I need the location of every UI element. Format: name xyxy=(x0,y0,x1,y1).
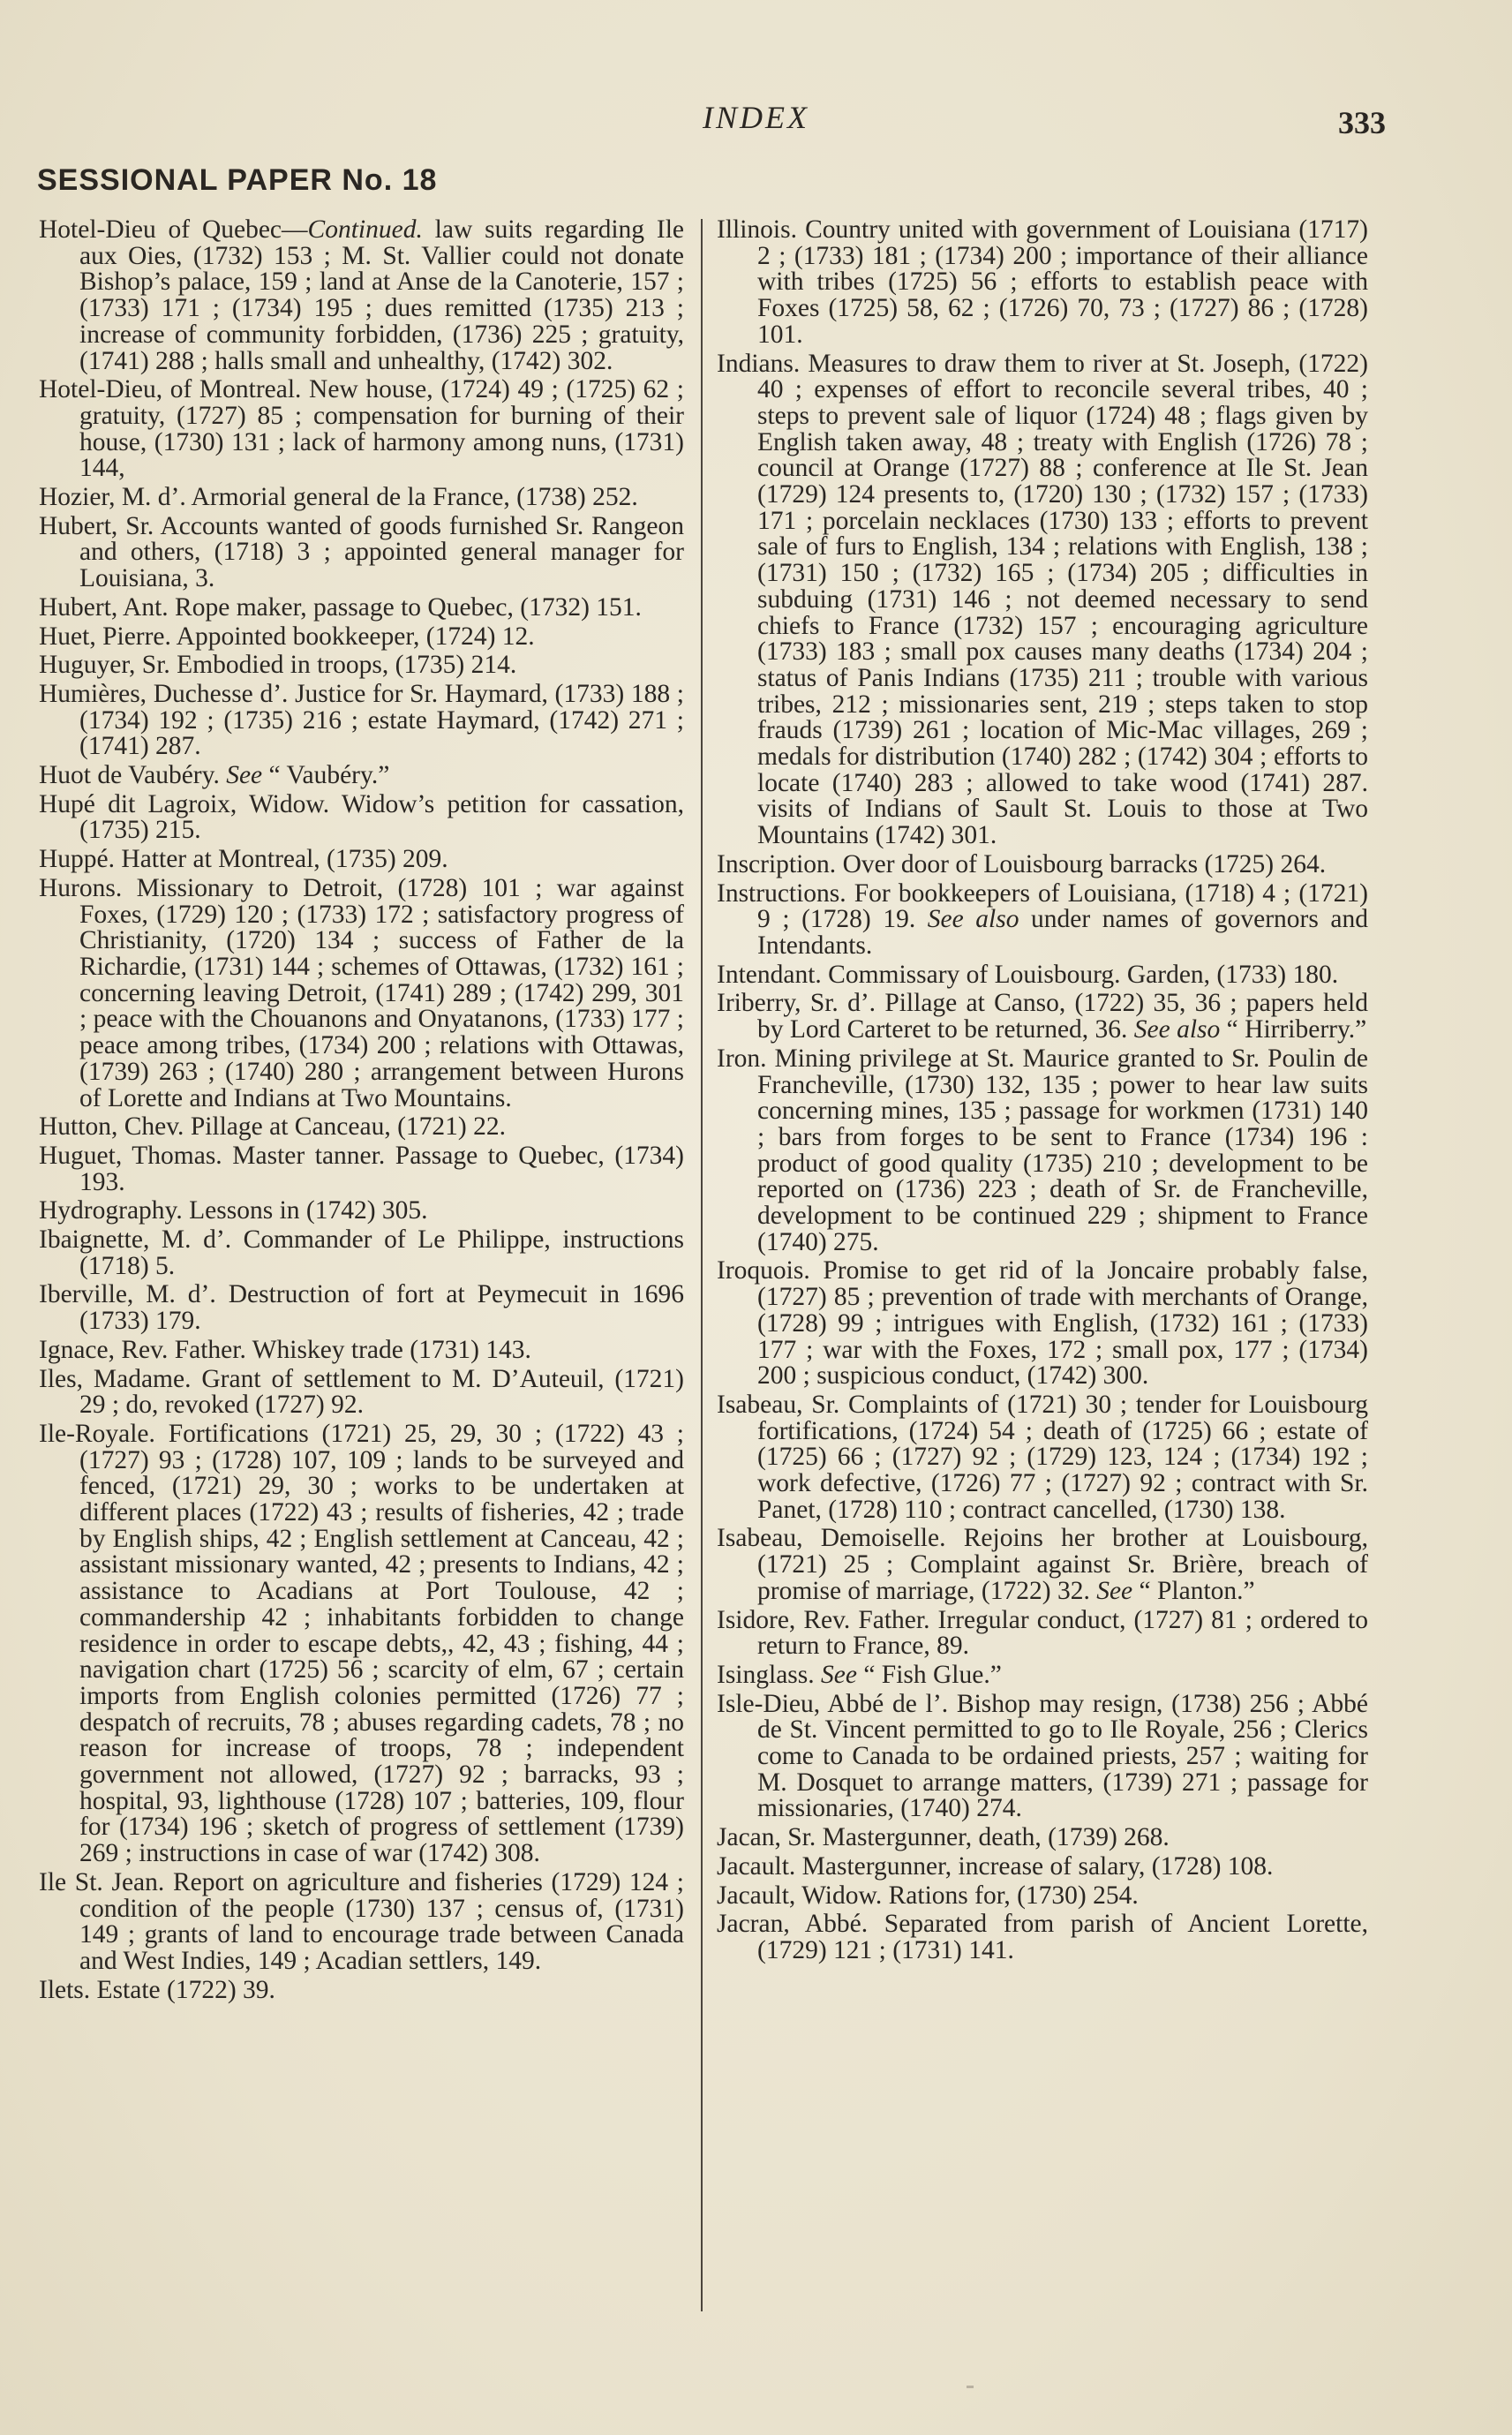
index-entry xyxy=(39,1198,684,1225)
index-entry xyxy=(39,217,684,374)
index-entry xyxy=(39,1364,684,1420)
entry-heading: Hotel-Dieu of Quebec— xyxy=(39,215,308,244)
entry-text: Mining privilege at St. Maurice granted to Sr. Poulin de Francheville, (1730) 132, 135 ; power to hear law suits concerning mines, 135 ; passage for workmen (1731) 140 ; bars from forges to be sent to France (1734) 196 : product of good quality (1735) 210 ; development to be reported on (1736) 223 ; death of Sr. de Francheville, development to be continued 229 ; shipment to France (1740) 275. xyxy=(757,1044,1368,1256)
entry-heading: Ile-Royale. xyxy=(39,1419,155,1448)
entry-heading: Inscription. xyxy=(717,849,837,878)
entry-text: Grant of settlement to M. D’Auteuil, (1721) 29 ; do, revoked (1727) 92. xyxy=(79,1364,684,1420)
entry-heading: Hubert, Ant. xyxy=(39,592,169,622)
index-entry xyxy=(717,217,1368,349)
entry-text: Hatter at Montreal, (1735) 209. xyxy=(115,845,448,874)
index-entry xyxy=(39,592,684,622)
entry-text: Widow’s petition for cassation, (1735) 215. xyxy=(79,789,685,845)
entry-heading: Jacan, Sr. xyxy=(717,1823,816,1852)
entry-text: Mastergunner, increase of salary, (1728) 108. xyxy=(795,1851,1274,1881)
entry-heading: Jacault, Widow. xyxy=(717,1881,883,1910)
index-entry xyxy=(717,1605,1368,1661)
index-entry xyxy=(717,1258,1368,1390)
index-entry xyxy=(717,1825,1368,1851)
index-entry xyxy=(717,962,1368,989)
index-entry xyxy=(717,1526,1368,1604)
entry-text: Lessons in (1742) 305. xyxy=(182,1196,428,1225)
entry-text: Report on agriculture and fisheries (1729) 124 ; condition of the people (1730) 137 ; census of, (1731) 149 ; grants of land to encourage trade between Canada and West Indies, 149 ; Acadian settlers, 149. xyxy=(79,1867,684,1975)
entry-heading: Hubert, Sr. xyxy=(39,511,154,540)
index-entry xyxy=(39,485,684,511)
entry-heading: Isabeau, Demoiselle. xyxy=(717,1524,946,1553)
column-divider xyxy=(701,219,703,2311)
entry-text: “ Fish Glue.” xyxy=(856,1660,1002,1689)
index-entry xyxy=(39,511,684,593)
entry-heading: Hutton, Chev. xyxy=(39,1112,184,1142)
entry-heading: Isle-Dieu, Abbé de l’. xyxy=(717,1689,949,1718)
index-entry xyxy=(39,789,685,845)
entry-text: under names of governors and Intendants. xyxy=(757,905,1369,960)
entry-heading: Intendant. xyxy=(717,960,822,989)
entry-heading: Huguet, Thomas. xyxy=(39,1141,222,1170)
entry-heading: Isabeau, Sr. xyxy=(717,1390,840,1419)
entry-text: Mastergunner, death, (1739) 268. xyxy=(816,1823,1170,1852)
entry-text: Accounts wanted of goods furnished Sr. Rangeon and others, (1718) 3 ; appointed general manager for Louisiana, 3. xyxy=(79,511,684,593)
index-entry xyxy=(39,1143,684,1195)
entry-italic-note: See xyxy=(814,1660,857,1689)
entry-heading: Instructions. xyxy=(717,878,846,908)
entry-text: Complaints of (1721) 30 ; tender for Louisbourg fortifications, (1724) 54 ; death of (1725) 66 ; estate of (1725) 66 ; (1727) 92 ; (1729) 123, 124 ; (1734) 192 ; work defective, (1726) 77 ; (1727) 92 ; contract with Sr. Panet, (1728) 110 ; contract cancelled, (1730) 138. xyxy=(757,1390,1368,1524)
entry-text: Rope maker, passage to Quebec, (1732) 151. xyxy=(168,592,642,622)
index-entry xyxy=(717,1883,1368,1910)
entry-heading: Indians. xyxy=(717,349,801,378)
index-entry xyxy=(717,1392,1368,1524)
entry-text: Master tanner. Passage to Quebec, (1734) 193. xyxy=(79,1141,684,1196)
index-entry xyxy=(39,377,684,482)
entry-italic-note: Continued. xyxy=(307,215,423,244)
index-entry xyxy=(717,849,1368,878)
entry-heading: Isidore, Rev. Father. xyxy=(717,1605,930,1634)
entry-heading: Isinglass. xyxy=(717,1660,815,1689)
entry-italic-note: See also xyxy=(915,905,1019,934)
entry-text: Armorial general de la France, (1738) 252. xyxy=(185,483,638,512)
index-entry xyxy=(39,624,684,651)
index-entry xyxy=(39,1975,684,2004)
entry-heading: Hotel-Dieu, of Montreal. xyxy=(39,375,302,404)
entry-heading: Iriberry, Sr. d’. xyxy=(717,989,876,1018)
index-entry xyxy=(39,652,684,679)
entry-text: Rations for, (1730) 254. xyxy=(882,1881,1139,1910)
index-entry xyxy=(717,351,1368,849)
entry-text: New house, (1724) 49 ; (1725) 62 ; gratuity, (1727) 85 ; compensation for burning of their house, (1730) 131 ; lack of harmony among nuns, (1731) 144, xyxy=(79,375,684,483)
entry-heading: Huguyer, Sr. xyxy=(39,651,170,680)
page-number: 333 xyxy=(1338,105,1386,140)
entry-text: Commander of Le Philippe, instructions (1718) 5. xyxy=(79,1225,684,1280)
index-entry xyxy=(39,873,684,1112)
entry-heading: Iles, Madame. xyxy=(39,1364,192,1393)
entry-heading: Jacault. xyxy=(717,1851,796,1881)
entry-text: law suits regarding Ile aux Oies, (1732) 153 ; M. St. Vallier could not donate Bishop’s palace, 159 ; land at Anse de la Canoterie, 157 ; (1733) 171 ; (1734) 195 ; dues remitted (1735) 213 ; increase of community forbidden, (1736) 225 ; gratuity, (1741) 288 ; halls small and unhealthy, (1742) 302. xyxy=(79,215,684,375)
entry-heading: Ibaignette, M. d’. xyxy=(39,1225,232,1255)
index-entry xyxy=(717,991,1368,1043)
entry-heading: Huot de Vaubéry. xyxy=(39,761,220,790)
entry-text: Pillage at Canso, (1722) 35, 36 ; papers held by Lord Carteret to be returned, 36. xyxy=(757,989,1368,1044)
entry-text: “ Vaubéry.” xyxy=(262,761,390,790)
entry-heading: Iron. xyxy=(717,1044,767,1073)
entry-heading: Hurons. xyxy=(39,873,123,902)
entry-text: Pillage at Canceau, (1721) 22. xyxy=(184,1112,506,1142)
sessional-paper-heading: SESSIONAL PAPER No. 18 xyxy=(37,163,438,197)
index-entry xyxy=(39,1114,684,1141)
entry-text: Country united with government of Louisiana (1717) 2 ; (1733) 181 ; (1734) 200 ; importance of their alliance with tribes (1725) 56 ; efforts to establish peace with Foxes (1725) 58, 62 ; (1726) 70, 73 ; (1727) 86 ; (1728) 101. xyxy=(757,215,1368,349)
index-entry xyxy=(39,1421,684,1867)
entry-text: For bookkeepers of Louisiana, (1718) 4 ; (1721) 9 ; (1728) 19. xyxy=(757,878,1368,934)
ink-smudge xyxy=(967,2386,974,2388)
entry-text: Promise to get rid of la Joncaire probably false, (1727) 85 ; prevention of trade with merchants of Orange, (1728) 99 ; intrigues with English, (1732) 161 ; (1733) 177 ; war with the Foxes, 172 ; small pox, 177 ; (1734) 200 ; suspicious conduct, (1742) 300. xyxy=(757,1256,1368,1391)
index-entry xyxy=(717,878,1369,960)
entry-heading: Ile St. Jean. xyxy=(39,1867,165,1896)
entry-text: Justice for Sr. Haymard, (1733) 188 ; (1734) 192 ; (1735) 216 ; estate Haymard, (1742) 271 ; (1741) 287. xyxy=(79,679,684,761)
entry-heading: Iroquois. xyxy=(717,1256,810,1285)
entry-text: “ Planton.” xyxy=(1132,1576,1255,1605)
entry-heading: Hozier, M. d’. xyxy=(39,483,186,512)
index-entry xyxy=(717,1911,1368,1964)
entry-heading: Hydrography. xyxy=(39,1196,183,1225)
index-entry xyxy=(39,1227,684,1279)
index-entry xyxy=(717,1046,1368,1256)
entry-text: Missionary to Detroit, (1728) 101 ; war against Foxes, (1729) 120 ; (1733) 172 ; satisfactory progress of Christianity, (1720) 134 ; success of Father de la Richardie, (1731) 144 ; schemes of Ottawas, (1732) 161 ; concerning leaving Detroit, (1741) 289 ; (1742) 299, 301 ; peace with the Chouanons and Onyatanons, (1733) 177 ; peace among tribes, (1734) 200 ; relations with Ottawas, (1739) 263 ; (1740) 280 ; arrangement between Hurons of Lorette and Indians at Two Mountains. xyxy=(79,873,684,1112)
entry-heading: Ignace, Rev. Father. xyxy=(39,1335,246,1364)
entry-text: Commissary of Louisbourg. Garden, (1733) 180. xyxy=(821,960,1339,989)
index-entry xyxy=(39,847,684,873)
entry-text: Rejoins her brother at Louisbourg, (1721) 25 ; Complaint against Sr. Brière, breach of promise of marriage, (1722) 32. xyxy=(757,1524,1368,1605)
entry-text: Estate (1722) 39. xyxy=(90,1975,275,2004)
entry-text: Irregular conduct, (1727) 81 ; ordered to return to France, 89. xyxy=(757,1605,1368,1661)
entry-text: Destruction of fort at Peymecuit in 1696 (1733) 179. xyxy=(79,1280,684,1336)
index-entry xyxy=(717,1851,1368,1881)
entry-heading: Iberville, M. d’. xyxy=(39,1280,216,1309)
entry-text: Bishop may resign, (1738) 256 ; Abbé de St. Vincent permitted to go to Ile Royale, 256 ; Clerics come to Canada to be ordained priests, 257 ; waiting for M. Dosquet to arrange matters, (1739) 271 ; passage for missionaries, (1740) 274. xyxy=(757,1689,1368,1823)
index-entry xyxy=(717,1662,1368,1689)
entry-text: Over door of Louisbourg barracks (1725) 264. xyxy=(836,849,1327,878)
index-entry xyxy=(39,1282,684,1334)
entry-text: Fortifications (1721) 25, 29, 30 ; (1722) 43 ; (1727) 93 ; (1728) 107, 109 ; lands to be surveyed and fenced, (1721) 29, 30 ; works to be undertaken at different places (1722) 43 ; results of fisheries, 42 ; trade by English ships, 42 ; English settlement at Canceau, 42 ; assistant missionary wanted, 42 ; presents to Indians, 42 ; assistance to Acadians at Port Toulouse, 42 ; commandership 42 ; inhabitants forbidden to change residence in order to escape debts,, 42, 43 ; fishing, 44 ; navigation chart (1725) 56 ; scarcity of elm, 67 ; certain imports from English colonies permitted (1726) 77 ; despatch of recruits, 78 ; abuses regarding cadets, 78 ; no reason for increase of troops, 78 ; independent government not allowed, (1727) 92 ; barracks, 93 ; hospital, 93, lighthouse (1728) 107 ; batteries, 109, flour for (1734) 196 ; sketch of progress of settlement (1739) 269 ; instructions in case of war (1742) 308. xyxy=(79,1419,684,1868)
entry-heading: Illinois. xyxy=(717,215,797,244)
entry-text: “ Hirriberry.” xyxy=(1220,1015,1367,1044)
entry-italic-note: See xyxy=(219,761,263,790)
index-column-left xyxy=(39,217,684,2006)
index-entry xyxy=(39,1867,684,1975)
index-entry xyxy=(39,679,684,761)
entry-text: Embodied in troops, (1735) 214. xyxy=(169,651,517,680)
entry-heading: Huppé. xyxy=(39,845,116,874)
entry-text: Appointed bookkeeper, (1724) 12. xyxy=(170,622,535,651)
entry-text: Separated from parish of Ancient Lorette, (1729) 121 ; (1731) 141. xyxy=(757,1910,1368,1964)
running-head: INDEX xyxy=(703,100,809,135)
entry-text: Whiskey trade (1731) 143. xyxy=(245,1335,531,1364)
index-column-right xyxy=(717,217,1368,1967)
index-entry xyxy=(717,1689,1368,1823)
entry-text: Measures to draw them to river at St. Joseph, (1722) 40 ; expenses of effort to reconcile several tribes, 40 ; steps to prevent sale of liquor (1724) 48 ; flags given by English taken away, 48 ; treaty with English (1726) 78 ; council at Orange (1727) 88 ; conference at Ile St. Jean (1729) 124 presents to, (1720) 130 ; (1732) 157 ; (1733) 171 ; porcelain necklaces (1730) 133 ; efforts to prevent sale of furs to English, 134 ; relations with English, 138 ; (1731) 150 ; (1732) 165 ; (1734) 205 ; difficulties in subduing (1731) 146 ; not deemed necessary to send chiefs to France (1732) 157 ; encouraging agriculture (1733) 183 ; small pox causes many deaths (1734) 204 ; status of Panis Indians (1735) 211 ; trouble with various tribes, 212 ; missionaries sent, 219 ; steps taken to stop frauds (1739) 261 ; location of Mic-Mac villages, 269 ; medals for distribution (1740) 282 ; (1742) 304 ; efforts to locate (1740) 283 ; allowed to take wood (1741) 287. visits of Indians of Sault St. Louis to those at Two Mountains (1742) 301. xyxy=(757,349,1368,850)
entry-heading: Humières, Duchesse d’. xyxy=(39,679,289,708)
entry-italic-note: See also xyxy=(1127,1015,1221,1044)
entry-heading: Hupé dit Lagroix, Widow. xyxy=(39,789,330,818)
entry-heading: Huet, Pierre. xyxy=(39,622,171,651)
index-entry xyxy=(39,763,684,789)
index-entry xyxy=(39,1335,684,1364)
entry-heading: Jacran, Abbé. xyxy=(717,1910,869,1939)
entry-heading: Ilets. xyxy=(39,1975,91,2004)
entry-italic-note: See xyxy=(1089,1576,1133,1605)
